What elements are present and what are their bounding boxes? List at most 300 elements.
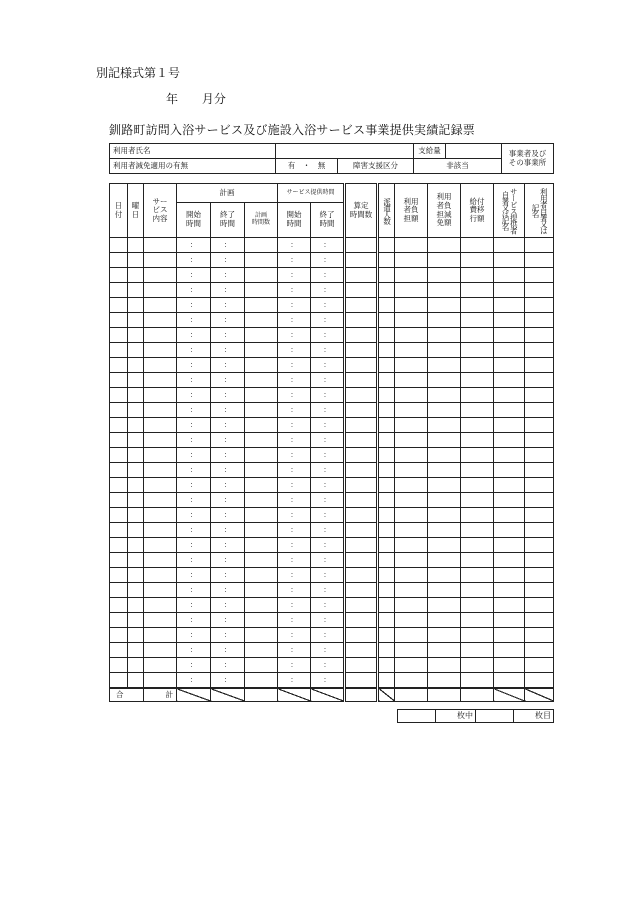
cell-user-charge[interactable]: [395, 403, 428, 418]
cell-dispatched[interactable]: [378, 583, 395, 598]
cell-service-content[interactable]: [144, 328, 177, 343]
cell-weekday[interactable]: [128, 253, 144, 268]
cell-benefit-transfer[interactable]: [461, 658, 494, 673]
cell-calc-hours[interactable]: [345, 283, 378, 298]
cell-plan-end[interactable]: ：: [211, 328, 245, 343]
cell-dispatched[interactable]: [378, 268, 395, 283]
cell-service-content[interactable]: [144, 418, 177, 433]
cell-user-charge[interactable]: [395, 463, 428, 478]
cell-dispatched[interactable]: [378, 658, 395, 673]
cell-user-charge[interactable]: [395, 553, 428, 568]
cell-provided-end[interactable]: ：: [311, 643, 345, 658]
cell-benefit-transfer[interactable]: [461, 478, 494, 493]
cell-provided-start[interactable]: ：: [278, 343, 311, 358]
cell-date[interactable]: [110, 418, 128, 433]
cell-date[interactable]: [110, 433, 128, 448]
cell-plan-end[interactable]: ：: [211, 628, 245, 643]
cell-user-sign[interactable]: [525, 313, 554, 328]
cell-plan-start[interactable]: ：: [177, 508, 211, 523]
cell-provided-start[interactable]: ：: [278, 478, 311, 493]
cell-service-content[interactable]: [144, 388, 177, 403]
cell-service-content[interactable]: [144, 238, 177, 253]
cell-plan-hours[interactable]: [245, 403, 278, 418]
cell-date[interactable]: [110, 283, 128, 298]
cell-provided-start[interactable]: ：: [278, 673, 311, 689]
cell-service-content[interactable]: [144, 298, 177, 313]
total-calc-hours[interactable]: [345, 688, 378, 702]
cell-dispatched[interactable]: [378, 358, 395, 373]
cell-dispatched[interactable]: [378, 448, 395, 463]
cell-plan-hours[interactable]: [245, 658, 278, 673]
cell-provided-end[interactable]: ：: [311, 673, 345, 689]
cell-user-sign[interactable]: [525, 448, 554, 463]
cell-plan-start[interactable]: ：: [177, 553, 211, 568]
cell-user-charge[interactable]: [395, 523, 428, 538]
page-number-field[interactable]: [476, 710, 514, 723]
cell-dispatched[interactable]: [378, 538, 395, 553]
total-pages-field[interactable]: [398, 710, 436, 723]
cell-plan-start[interactable]: ：: [177, 283, 211, 298]
cell-provided-end[interactable]: ：: [311, 598, 345, 613]
cell-calc-hours[interactable]: [345, 373, 378, 388]
cell-provider-sign[interactable]: [494, 583, 525, 598]
cell-user-reduction[interactable]: [428, 658, 461, 673]
cell-provided-end[interactable]: ：: [311, 238, 345, 253]
cell-provided-end[interactable]: ：: [311, 583, 345, 598]
cell-plan-hours[interactable]: [245, 328, 278, 343]
cell-service-content[interactable]: [144, 673, 177, 689]
cell-plan-hours[interactable]: [245, 463, 278, 478]
cell-plan-start[interactable]: ：: [177, 253, 211, 268]
cell-provider-sign[interactable]: [494, 448, 525, 463]
cell-plan-start[interactable]: ：: [177, 523, 211, 538]
cell-user-charge[interactable]: [395, 253, 428, 268]
cell-dispatched[interactable]: [378, 628, 395, 643]
cell-benefit-transfer[interactable]: [461, 493, 494, 508]
cell-user-charge[interactable]: [395, 643, 428, 658]
cell-plan-start[interactable]: ：: [177, 598, 211, 613]
cell-weekday[interactable]: [128, 343, 144, 358]
cell-plan-end[interactable]: ：: [211, 598, 245, 613]
cell-user-charge[interactable]: [395, 598, 428, 613]
cell-plan-hours[interactable]: [245, 268, 278, 283]
cell-calc-hours[interactable]: [345, 403, 378, 418]
cell-benefit-transfer[interactable]: [461, 343, 494, 358]
cell-provided-end[interactable]: ：: [311, 328, 345, 343]
cell-provider-sign[interactable]: [494, 313, 525, 328]
cell-plan-hours[interactable]: [245, 628, 278, 643]
cell-user-reduction[interactable]: [428, 583, 461, 598]
cell-user-reduction[interactable]: [428, 553, 461, 568]
cell-plan-hours[interactable]: [245, 583, 278, 598]
total-user-reduction[interactable]: [428, 688, 461, 702]
cell-benefit-transfer[interactable]: [461, 373, 494, 388]
cell-plan-end[interactable]: ：: [211, 298, 245, 313]
cell-user-charge[interactable]: [395, 613, 428, 628]
cell-weekday[interactable]: [128, 433, 144, 448]
cell-dispatched[interactable]: [378, 643, 395, 658]
cell-plan-start[interactable]: ：: [177, 673, 211, 689]
cell-user-charge[interactable]: [395, 493, 428, 508]
cell-weekday[interactable]: [128, 268, 144, 283]
cell-user-sign[interactable]: [525, 673, 554, 689]
cell-date[interactable]: [110, 373, 128, 388]
cell-user-sign[interactable]: [525, 478, 554, 493]
cell-provider-sign[interactable]: [494, 298, 525, 313]
cell-plan-start[interactable]: ：: [177, 643, 211, 658]
cell-date[interactable]: [110, 643, 128, 658]
cell-service-content[interactable]: [144, 448, 177, 463]
cell-provided-start[interactable]: ：: [278, 508, 311, 523]
cell-plan-end[interactable]: ：: [211, 433, 245, 448]
cell-user-charge[interactable]: [395, 433, 428, 448]
cell-plan-hours[interactable]: [245, 598, 278, 613]
cell-user-reduction[interactable]: [428, 238, 461, 253]
cell-date[interactable]: [110, 493, 128, 508]
cell-calc-hours[interactable]: [345, 418, 378, 433]
cell-plan-end[interactable]: ：: [211, 418, 245, 433]
cell-dispatched[interactable]: [378, 598, 395, 613]
cell-plan-start[interactable]: ：: [177, 343, 211, 358]
cell-user-reduction[interactable]: [428, 613, 461, 628]
cell-calc-hours[interactable]: [345, 493, 378, 508]
cell-service-content[interactable]: [144, 568, 177, 583]
cell-user-charge[interactable]: [395, 268, 428, 283]
cell-provider-sign[interactable]: [494, 568, 525, 583]
cell-user-reduction[interactable]: [428, 628, 461, 643]
cell-weekday[interactable]: [128, 538, 144, 553]
cell-benefit-transfer[interactable]: [461, 253, 494, 268]
cell-benefit-transfer[interactable]: [461, 673, 494, 689]
cell-provider-sign[interactable]: [494, 508, 525, 523]
cell-service-content[interactable]: [144, 583, 177, 598]
cell-plan-start[interactable]: ：: [177, 313, 211, 328]
cell-user-charge[interactable]: [395, 448, 428, 463]
cell-provided-end[interactable]: ：: [311, 613, 345, 628]
cell-provided-end[interactable]: ：: [311, 373, 345, 388]
cell-calc-hours[interactable]: [345, 448, 378, 463]
cell-dispatched[interactable]: [378, 613, 395, 628]
cell-service-content[interactable]: [144, 493, 177, 508]
cell-benefit-transfer[interactable]: [461, 268, 494, 283]
cell-provided-end[interactable]: ：: [311, 508, 345, 523]
cell-provided-start[interactable]: ：: [278, 403, 311, 418]
cell-benefit-transfer[interactable]: [461, 463, 494, 478]
cell-weekday[interactable]: [128, 658, 144, 673]
cell-plan-hours[interactable]: [245, 478, 278, 493]
cell-plan-start[interactable]: ：: [177, 583, 211, 598]
cell-provider-sign[interactable]: [494, 628, 525, 643]
cell-plan-start[interactable]: ：: [177, 328, 211, 343]
cell-provided-start[interactable]: ：: [278, 328, 311, 343]
cell-user-reduction[interactable]: [428, 253, 461, 268]
cell-plan-hours[interactable]: [245, 283, 278, 298]
cell-user-reduction[interactable]: [428, 298, 461, 313]
cell-service-content[interactable]: [144, 553, 177, 568]
cell-user-reduction[interactable]: [428, 373, 461, 388]
cell-benefit-transfer[interactable]: [461, 628, 494, 643]
cell-weekday[interactable]: [128, 448, 144, 463]
cell-benefit-transfer[interactable]: [461, 388, 494, 403]
cell-user-sign[interactable]: [525, 328, 554, 343]
cell-provider-sign[interactable]: [494, 493, 525, 508]
cell-user-charge[interactable]: [395, 658, 428, 673]
cell-plan-start[interactable]: ：: [177, 418, 211, 433]
cell-plan-hours[interactable]: [245, 253, 278, 268]
cell-weekday[interactable]: [128, 508, 144, 523]
cell-calc-hours[interactable]: [345, 538, 378, 553]
cell-user-reduction[interactable]: [428, 538, 461, 553]
cell-dispatched[interactable]: [378, 298, 395, 313]
cell-plan-start[interactable]: ：: [177, 463, 211, 478]
cell-date[interactable]: [110, 298, 128, 313]
cell-provided-start[interactable]: ：: [278, 268, 311, 283]
cell-user-sign[interactable]: [525, 613, 554, 628]
cell-calc-hours[interactable]: [345, 583, 378, 598]
cell-user-reduction[interactable]: [428, 463, 461, 478]
cell-benefit-transfer[interactable]: [461, 583, 494, 598]
cell-provided-end[interactable]: ：: [311, 478, 345, 493]
cell-service-content[interactable]: [144, 643, 177, 658]
cell-date[interactable]: [110, 313, 128, 328]
cell-benefit-transfer[interactable]: [461, 403, 494, 418]
cell-benefit-transfer[interactable]: [461, 538, 494, 553]
cell-weekday[interactable]: [128, 568, 144, 583]
cell-user-sign[interactable]: [525, 598, 554, 613]
cell-calc-hours[interactable]: [345, 463, 378, 478]
cell-dispatched[interactable]: [378, 523, 395, 538]
cell-calc-hours[interactable]: [345, 478, 378, 493]
cell-provided-start[interactable]: ：: [278, 598, 311, 613]
cell-provider-sign[interactable]: [494, 523, 525, 538]
cell-user-sign[interactable]: [525, 403, 554, 418]
cell-service-content[interactable]: [144, 373, 177, 388]
cell-provider-sign[interactable]: [494, 268, 525, 283]
cell-provided-start[interactable]: ：: [278, 358, 311, 373]
cell-user-reduction[interactable]: [428, 643, 461, 658]
cell-date[interactable]: [110, 358, 128, 373]
cell-dispatched[interactable]: [378, 388, 395, 403]
cell-user-charge[interactable]: [395, 568, 428, 583]
cell-plan-start[interactable]: ：: [177, 568, 211, 583]
cell-user-reduction[interactable]: [428, 328, 461, 343]
cell-user-charge[interactable]: [395, 343, 428, 358]
cell-weekday[interactable]: [128, 673, 144, 689]
cell-weekday[interactable]: [128, 403, 144, 418]
cell-service-content[interactable]: [144, 283, 177, 298]
cell-dispatched[interactable]: [378, 433, 395, 448]
cell-provider-sign[interactable]: [494, 643, 525, 658]
cell-plan-hours[interactable]: [245, 373, 278, 388]
cell-dispatched[interactable]: [378, 508, 395, 523]
cell-benefit-transfer[interactable]: [461, 598, 494, 613]
cell-dispatched[interactable]: [378, 373, 395, 388]
cell-plan-end[interactable]: ：: [211, 463, 245, 478]
cell-plan-end[interactable]: ：: [211, 508, 245, 523]
cell-plan-hours[interactable]: [245, 538, 278, 553]
cell-weekday[interactable]: [128, 478, 144, 493]
cell-provider-sign[interactable]: [494, 283, 525, 298]
cell-date[interactable]: [110, 628, 128, 643]
cell-calc-hours[interactable]: [345, 268, 378, 283]
cell-user-sign[interactable]: [525, 433, 554, 448]
cell-plan-end[interactable]: ：: [211, 448, 245, 463]
cell-plan-start[interactable]: ：: [177, 613, 211, 628]
cell-user-reduction[interactable]: [428, 673, 461, 689]
cell-service-content[interactable]: [144, 403, 177, 418]
cell-provider-sign[interactable]: [494, 463, 525, 478]
cell-calc-hours[interactable]: [345, 238, 378, 253]
cell-service-content[interactable]: [144, 598, 177, 613]
total-benefit-transfer[interactable]: [461, 688, 494, 702]
cell-plan-hours[interactable]: [245, 313, 278, 328]
cell-provider-sign[interactable]: [494, 403, 525, 418]
cell-plan-end[interactable]: ：: [211, 493, 245, 508]
cell-plan-end[interactable]: ：: [211, 253, 245, 268]
cell-benefit-transfer[interactable]: [461, 553, 494, 568]
cell-benefit-transfer[interactable]: [461, 298, 494, 313]
cell-provided-start[interactable]: ：: [278, 313, 311, 328]
cell-date[interactable]: [110, 448, 128, 463]
cell-user-sign[interactable]: [525, 268, 554, 283]
cell-calc-hours[interactable]: [345, 628, 378, 643]
cell-service-content[interactable]: [144, 253, 177, 268]
cell-date[interactable]: [110, 583, 128, 598]
cell-user-sign[interactable]: [525, 253, 554, 268]
cell-service-content[interactable]: [144, 478, 177, 493]
cell-user-reduction[interactable]: [428, 508, 461, 523]
cell-plan-end[interactable]: ：: [211, 478, 245, 493]
cell-plan-hours[interactable]: [245, 418, 278, 433]
cell-user-sign[interactable]: [525, 343, 554, 358]
cell-service-content[interactable]: [144, 613, 177, 628]
cell-provided-end[interactable]: ：: [311, 658, 345, 673]
cell-plan-start[interactable]: ：: [177, 448, 211, 463]
cell-provider-sign[interactable]: [494, 658, 525, 673]
cell-provider-sign[interactable]: [494, 373, 525, 388]
cell-provided-end[interactable]: ：: [311, 388, 345, 403]
cell-provided-start[interactable]: ：: [278, 583, 311, 598]
cell-provider-sign[interactable]: [494, 538, 525, 553]
cell-plan-start[interactable]: ：: [177, 403, 211, 418]
cell-plan-hours[interactable]: [245, 508, 278, 523]
cell-plan-hours[interactable]: [245, 343, 278, 358]
cell-weekday[interactable]: [128, 418, 144, 433]
cell-service-content[interactable]: [144, 358, 177, 373]
cell-date[interactable]: [110, 253, 128, 268]
cell-dispatched[interactable]: [378, 253, 395, 268]
cell-user-reduction[interactable]: [428, 313, 461, 328]
cell-date[interactable]: [110, 388, 128, 403]
cell-date[interactable]: [110, 538, 128, 553]
cell-user-sign[interactable]: [525, 643, 554, 658]
cell-calc-hours[interactable]: [345, 358, 378, 373]
cell-provider-sign[interactable]: [494, 358, 525, 373]
cell-user-sign[interactable]: [525, 628, 554, 643]
cell-plan-hours[interactable]: [245, 493, 278, 508]
cell-weekday[interactable]: [128, 463, 144, 478]
cell-user-charge[interactable]: [395, 313, 428, 328]
cell-weekday[interactable]: [128, 583, 144, 598]
cell-user-reduction[interactable]: [428, 433, 461, 448]
cell-user-charge[interactable]: [395, 538, 428, 553]
cell-plan-start[interactable]: ：: [177, 373, 211, 388]
cell-provider-sign[interactable]: [494, 553, 525, 568]
cell-date[interactable]: [110, 598, 128, 613]
cell-plan-end[interactable]: ：: [211, 568, 245, 583]
cell-plan-end[interactable]: ：: [211, 268, 245, 283]
cell-user-sign[interactable]: [525, 283, 554, 298]
cell-weekday[interactable]: [128, 523, 144, 538]
cell-provided-start[interactable]: ：: [278, 373, 311, 388]
cell-date[interactable]: [110, 508, 128, 523]
cell-provider-sign[interactable]: [494, 478, 525, 493]
cell-plan-start[interactable]: ：: [177, 298, 211, 313]
cell-provided-start[interactable]: ：: [278, 238, 311, 253]
cell-user-reduction[interactable]: [428, 283, 461, 298]
cell-date[interactable]: [110, 523, 128, 538]
cell-provided-start[interactable]: ：: [278, 628, 311, 643]
cell-weekday[interactable]: [128, 643, 144, 658]
cell-weekday[interactable]: [128, 628, 144, 643]
cell-benefit-transfer[interactable]: [461, 328, 494, 343]
cell-date[interactable]: [110, 553, 128, 568]
cell-plan-end[interactable]: ：: [211, 538, 245, 553]
cell-weekday[interactable]: [128, 598, 144, 613]
cell-plan-start[interactable]: ：: [177, 658, 211, 673]
cell-calc-hours[interactable]: [345, 343, 378, 358]
cell-provided-end[interactable]: ：: [311, 628, 345, 643]
cell-plan-start[interactable]: ：: [177, 238, 211, 253]
cell-plan-hours[interactable]: [245, 553, 278, 568]
cell-service-content[interactable]: [144, 658, 177, 673]
cell-provider-sign[interactable]: [494, 343, 525, 358]
cell-plan-end[interactable]: ：: [211, 643, 245, 658]
cell-service-content[interactable]: [144, 508, 177, 523]
cell-calc-hours[interactable]: [345, 433, 378, 448]
cell-provided-start[interactable]: ：: [278, 538, 311, 553]
cell-provided-end[interactable]: ：: [311, 463, 345, 478]
cell-dispatched[interactable]: [378, 403, 395, 418]
cell-provided-end[interactable]: ：: [311, 433, 345, 448]
cell-benefit-transfer[interactable]: [461, 613, 494, 628]
cell-plan-end[interactable]: ：: [211, 673, 245, 689]
cell-date[interactable]: [110, 613, 128, 628]
cell-user-sign[interactable]: [525, 298, 554, 313]
cell-dispatched[interactable]: [378, 328, 395, 343]
cell-user-reduction[interactable]: [428, 568, 461, 583]
cell-calc-hours[interactable]: [345, 298, 378, 313]
cell-provided-start[interactable]: ：: [278, 433, 311, 448]
cell-user-charge[interactable]: [395, 673, 428, 689]
cell-calc-hours[interactable]: [345, 553, 378, 568]
cell-plan-hours[interactable]: [245, 358, 278, 373]
cell-user-charge[interactable]: [395, 583, 428, 598]
cell-user-charge[interactable]: [395, 238, 428, 253]
cell-weekday[interactable]: [128, 553, 144, 568]
cell-plan-end[interactable]: ：: [211, 343, 245, 358]
cell-plan-hours[interactable]: [245, 568, 278, 583]
cell-weekday[interactable]: [128, 298, 144, 313]
cell-calc-hours[interactable]: [345, 613, 378, 628]
cell-plan-hours[interactable]: [245, 643, 278, 658]
cell-plan-hours[interactable]: [245, 613, 278, 628]
total-plan-hours[interactable]: [245, 688, 278, 702]
cell-user-reduction[interactable]: [428, 418, 461, 433]
cell-calc-hours[interactable]: [345, 508, 378, 523]
cell-plan-hours[interactable]: [245, 238, 278, 253]
cell-user-sign[interactable]: [525, 463, 554, 478]
